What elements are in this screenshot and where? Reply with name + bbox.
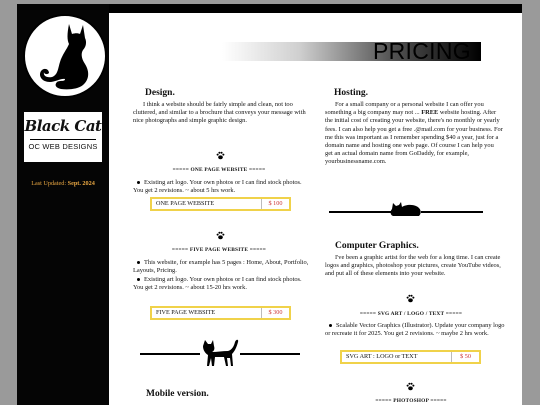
photoshop-subheading: ===== PHOTOSHOP =====: [375, 398, 447, 404]
five-page-subheading: ===== FIVE PAGE WEBSITE =====: [171, 247, 267, 253]
one-page-bullet: Existing art logo. Your own photos or I can find stock photos. You get 2 revisions. ~ about 5 hrs work.: [133, 179, 302, 195]
five-page-price-name: FIVE PAGE WEBSITE: [156, 309, 216, 316]
last-updated-date: Sept. 2024: [67, 180, 95, 187]
design-text: I think a website should be fairly simple and clean, not too cluttered, and similar to a brochure that conveys your message with nice photographs and simple graphic design.: [133, 101, 306, 125]
one-page-price-name: ONE PAGE WEBSITE: [156, 200, 215, 207]
design-heading: Design.: [145, 88, 175, 98]
paw-icon: [406, 294, 415, 303]
svg-subheading: ===== SVG ART / LOGO / TEXT =====: [359, 311, 463, 317]
top-bar: [109, 4, 522, 13]
one-page-subheading: ===== ONE PAGE WEBSITE =====: [172, 167, 266, 173]
walking-cat-icon: [199, 336, 241, 368]
svg-price-name: SVG ART : LOGO or TEXT: [346, 353, 418, 360]
main-content: [109, 4, 522, 405]
paw-icon: [216, 151, 225, 160]
sleeping-cat-icon: [389, 200, 423, 218]
five-page-price-value: $ 300: [261, 308, 289, 318]
last-updated-label: Last Updated:: [31, 180, 67, 187]
one-page-price[interactable]: [150, 197, 291, 211]
five-page-bullet: This website, for example has 5 pages : Home, About, Portfolio, Layouts, Pricing.: [133, 259, 309, 275]
divider-line: [140, 353, 200, 355]
divider-line: [240, 353, 300, 355]
graphics-heading: Computer Graphics.: [335, 241, 419, 251]
one-page-price-value: $ 100: [261, 199, 289, 209]
hosting-heading: Hosting.: [334, 88, 369, 98]
five-page-bullet: Existing art logo. Your own photos or I can find stock photos. You get 2 revisions. ~ about 15-20 hrs work.: [133, 276, 302, 292]
cat-logo-icon[interactable]: [23, 14, 107, 98]
mobile-heading: Mobile version.: [146, 389, 209, 399]
graphics-text: I've been a graphic artist for the web for a long time. I can create logos and graphics, photoshop your pictures, create YouTube videos, and put all of these elements into your website.: [325, 254, 501, 278]
five-page-price[interactable]: [150, 306, 291, 320]
svg-price-value: $ 50: [451, 352, 479, 362]
divider-line: [329, 211, 391, 213]
brand-divider: [30, 139, 96, 140]
brand-name: Black Cat: [24, 117, 102, 135]
svg-bullet: Scalable Vector Graphics (Illustrator). Update your company logo or recreate it for 2025. You get 2 revisions. ~ maybe 2 hrs work.: [325, 322, 505, 338]
last-updated: [17, 180, 109, 187]
hosting-text: For a small company or a personal website I can offer you something a big company may not ... FREE website hosting. After the initial cost of creating your website, there's no monthly or yearly fees. I can also help you get a free .@mail.com for your business. For me this was important as I remember spending $40 a year, just for a domain name and hosting one web page. Of course I can help you get an actual domain name from GoDaddy, for example, yourbusinessname.com.: [325, 101, 503, 166]
paw-icon: [216, 231, 225, 240]
svg-price[interactable]: [340, 350, 481, 364]
page-title: PRICING: [373, 38, 471, 64]
paw-icon: [406, 382, 415, 391]
sidebar: [17, 4, 109, 405]
divider-line: [421, 211, 483, 213]
brand-subtitle: OC WEB DESIGNS: [28, 142, 98, 151]
brand-box: [24, 112, 102, 162]
